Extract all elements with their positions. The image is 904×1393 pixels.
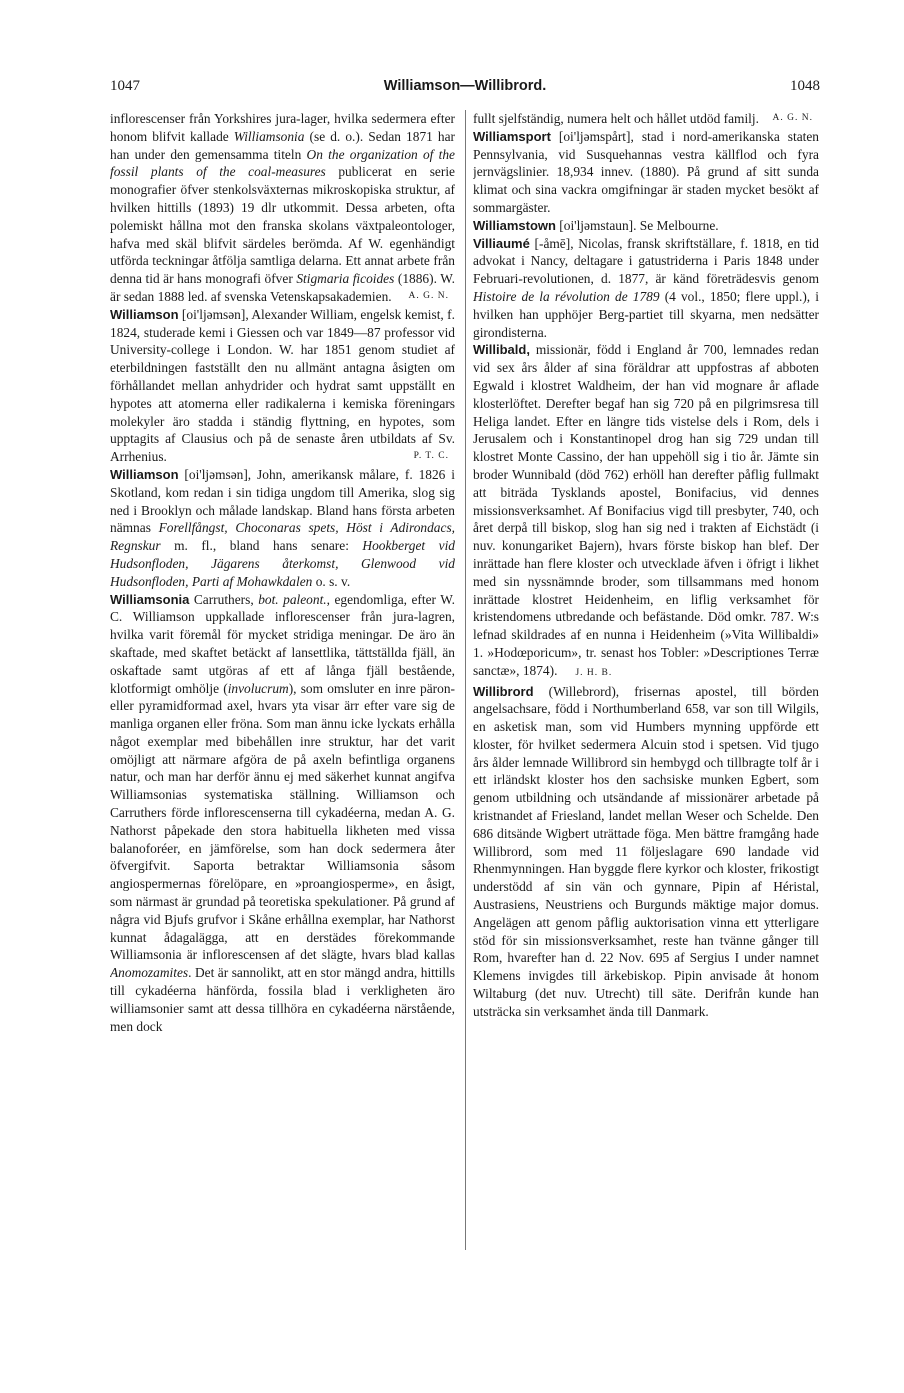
headword: Williamson — [110, 306, 179, 322]
left-page-number: 1047 — [110, 78, 140, 94]
entry-williamsport: Williamsport [oi'ljəmspårt], stad i nord-amerikanska staten Pennsylvania, vid Susquehannas vestra källflod och fyra jernvägslinier. 18,934 innev. (1880). På grund af sitt sunda klimat och sina vackra omgifningar är staden mycket besökt af sommargäster. — [473, 128, 819, 215]
author-signature: J. H. B. — [575, 667, 613, 678]
entry-williamstown: Williamstown [oi'ljəmstaun]. Se Melbourne. — [473, 217, 719, 233]
author-signature: A. G. N. — [772, 113, 813, 123]
entry-williamsonia-end: fullt sjelfständig, numera helt och hållet utdöd familj. A. G. N. — [473, 111, 813, 126]
entry-williamson-alexander: Williamson [oi'ljəmsən], Alexander William, engelsk kemist, f. 1824, studerade kemi i Giessen och var 1849—87 professor vid University-college i London. W. har 1851 genom studiet af eterbildningen fastställt den nu allmänt antagna åsigten om förhållandet mellan anhydrider och hydrat samt uppställt en hypotes att atomerna eller radikalerna i kemiska föreningars molekyler äro stadda i ständig flyttning, en hypotes, som upptagits af Clausius och på de senaste åren utbildats af Sv. Arrhenius. P. T. C. — [110, 306, 455, 465]
headword: Williamsonia — [110, 591, 190, 607]
left-column — [110, 110, 455, 1260]
page-header — [110, 78, 820, 98]
headword: Williamsport — [473, 128, 551, 144]
entry-williamson-john: Williamson [oi'ljəmsən], John, amerikansk målare, f. 1826 i Skotland, kom redan i sin tidiga ungdom till Amerika, slog sig ned i Brooklyn och målade landskap. Bland hans första arbeten nämnas Forellfångst, Choconaras spets, Höst i Adirondacs, Regnskur m. fl., bland hans senare: Hookberget vid Hudsonfloden, Jägarens återkomst, Glenwood vid Hudsonfloden, Parti af Mohawkdalen o. s. v. — [110, 466, 455, 589]
headword: Villiaumé — [473, 235, 530, 251]
headword: Willibald, — [473, 342, 530, 358]
entry-williamsonia: Williamsonia Carruthers, bot. paleont., egendomliga, efter W. C. Williamson uppkallade inflorescenser från jura-lagren, hvilka varit föremål för mycket stridiga meningar. De äro än skaftade, med skaftet betäckt af lansettlika, tättställda fjäll, än oskaftade samt utgöras af ett af långa fjäll bestående, klotformigt omhölje (involucrum), som omsluter en inre päron- eller pyramidformad axel, hvars yta visar ärr efter vare sig de manliga organen eller fröna. Som man ännu icke lyckats erhålla något exemplar med bibehållen inre struktur, har det varit omöjligt att närmare afgöra de på axeln befintliga organens natur, och man har derför ännu ej med säkerhet kunnat angifva Williamsonias systematiska ställning. Williamson och Carruthers förde inflorescenserna till cykadéerna, medan A. G. Nathorst påpekade den stora habituella likheten med vissa balanoforéer, en jämförelse, som han dock sedermera åter öfvergifvit. Saporta betraktar Williamsonia såsom angiospermernas förelöpare, en »proangiospermе», en åsigt, som närmast är grundad på teoretiska spekulationer. På grund af några vid Bjufs grufvor i Skåne erhållna exemplar, har Nathorst kunnat ådagalägga, att en derstädes förekommande Williamsonia är inflorescensen af det slägte, hvars blad kallas Anomozamites. Det är sannolikt, att en stor mängd andra, hittills till cykadéerna hänförda, fossila blad i verkligheten äro williamsonier samt att dessa tillhöra en cykadéerna närstående, men dock — [110, 591, 455, 1034]
author-signature: A. G. N. — [408, 290, 449, 301]
headword: Williamstown — [473, 217, 556, 233]
entry-williamson-continued: infloresсenser från Yorkshires jura-lager, hvilka sedermera efter honom blifvit kallade Williamsonia (se d. o.). Sedan 1871 har han under den gemensamma titeln On the organization of the fossil plants of the coal-measures publicerat en serie monografier öfver stenkolsväxternas mikroskopiska struktur, af hvilken hittills (1893) 19 dlr utkommit. Dessa arbeten, ofta polemiskt hållna mot den franska skolans växtpaleontologer, hafva med skäl blifvit särdeles berömda. Af W. egenhändigt utförda teckningar åtfölja samtliga delarna. Ett annat arbete från denna tid är hans monografi öfver Stigmaria ficoides (1886). W. är sedan 1888 led. af svenska Vetenskapsakademien. A. G. N. — [110, 111, 455, 304]
entry-villiaume: Villiaumé [-åmē], Nicolas, fransk skriftställare, f. 1818, en tid advokat i Nancy, deltagare i gatustriderna i Paris 1848 under Februari-revolutionen, d. 1877, är känd företrädesvis genom Histoire de la révolution de 1789 (4 vol., 1850; flere uppl.), i hvilken han upphöjer Berg-partiet till skyarna, men nedsätter girondisterna. — [473, 235, 819, 340]
column-divider — [465, 110, 466, 1250]
right-page-number: 1048 — [790, 78, 820, 94]
author-signature: P. T. C. — [413, 451, 449, 462]
running-title: Williamson—Willibrord. — [383, 78, 547, 94]
right-column — [473, 110, 819, 1260]
headword: Willibrord — [473, 683, 534, 699]
headword: Williamson — [110, 466, 179, 482]
entry-willibrord: Willibrord (Willebrord), frisernas apostel, till börden angelsachsare, född i Northumberland 658, var son till Wilgils, en asketisk man, som vid Humbers mynning uppförde ett kloster, för hvilket sedermera Alcuin stod i spetsen. Vid tjugo års ålder lemnade Willibrord sin hembygd och tillbragte tolf år i ett irländskt kloster hos den sachsiske munken Egbert, som genom utbildning och utsändande af missionärer arbetade på kristnandet af Friesland, landet mellan Weser och Schelde. Den 686 ditsände Wigbert uträttade föga. Men bättre framgång hade Willibrord, som med 11 följeslagare 690 landade vid Rhenmynningen. Han byggde flere kyrkor och kloster, frikostigt understödd af sin vän och gynnare, Pipin af Héristal, Austrasiens, Neustriens och Burgunds mäktige major domus. Angelägen att genom påflig auktorisation vinna ett ytterligare stöd för sin missionsverksamhet, reste han tvänne gånger till Rom, hvarefter han d. 22 Nov. 695 af Sergius I under namnet Klemens invigdes till ärkebiskop. Pipin anvisade åt honom Wiltaburg (det nuv. Utrecht) till säte. Derifrån kunde han utsträcka sin verksamhet ända till Danmark. — [473, 683, 819, 1019]
entry-willibald: Willibald, missionär, född i England år 700, lemnades redan vid sex års ålder af sina föräldrar att uppfostras af abboten Egwald i klostret Waldheim, der han vid mognare år aflade klosterlöftet. Derefter begaf han sig 720 på en pilgrimsresa till Heliga landet. Efter en längre tids vistelse dels i Rom, dels i Jerusalem och i Konstantinopel drog han sig 729 undan till klostret Monte Cassino, der han uppehöll sig i tio år. Jämte sin broder Wunnibald (död 762) erhöll han derefter påflig fullmakt att biträda Tysklands apostel, Bonifacius, vid dennes missionsverksamhet. Af Bonifacius vigd till presbyter, 740, och året derpå till biskop, slog han sig ned i trakten af Eichstädt (i nuv. konungariket Bajern), hvars förste biskop han blef. Der inrättade han flere kloster och utvecklade äfven i öfrigt i likhet med sin nyssnämnde broder, som tillsammans med honom inrättade klostret Heidenheim, en liflig verksamhet för kristendomens utbredande och befästande. Död omkr. 787. W:s lefnad skildrades af en nunna i Heidenheim (»Vita Willibaldi» 1. »Hodœporicum», tr. senast hos Tobler: »Descriptiones Terræ sanctæ», 1874). J. H. B. — [473, 342, 819, 678]
